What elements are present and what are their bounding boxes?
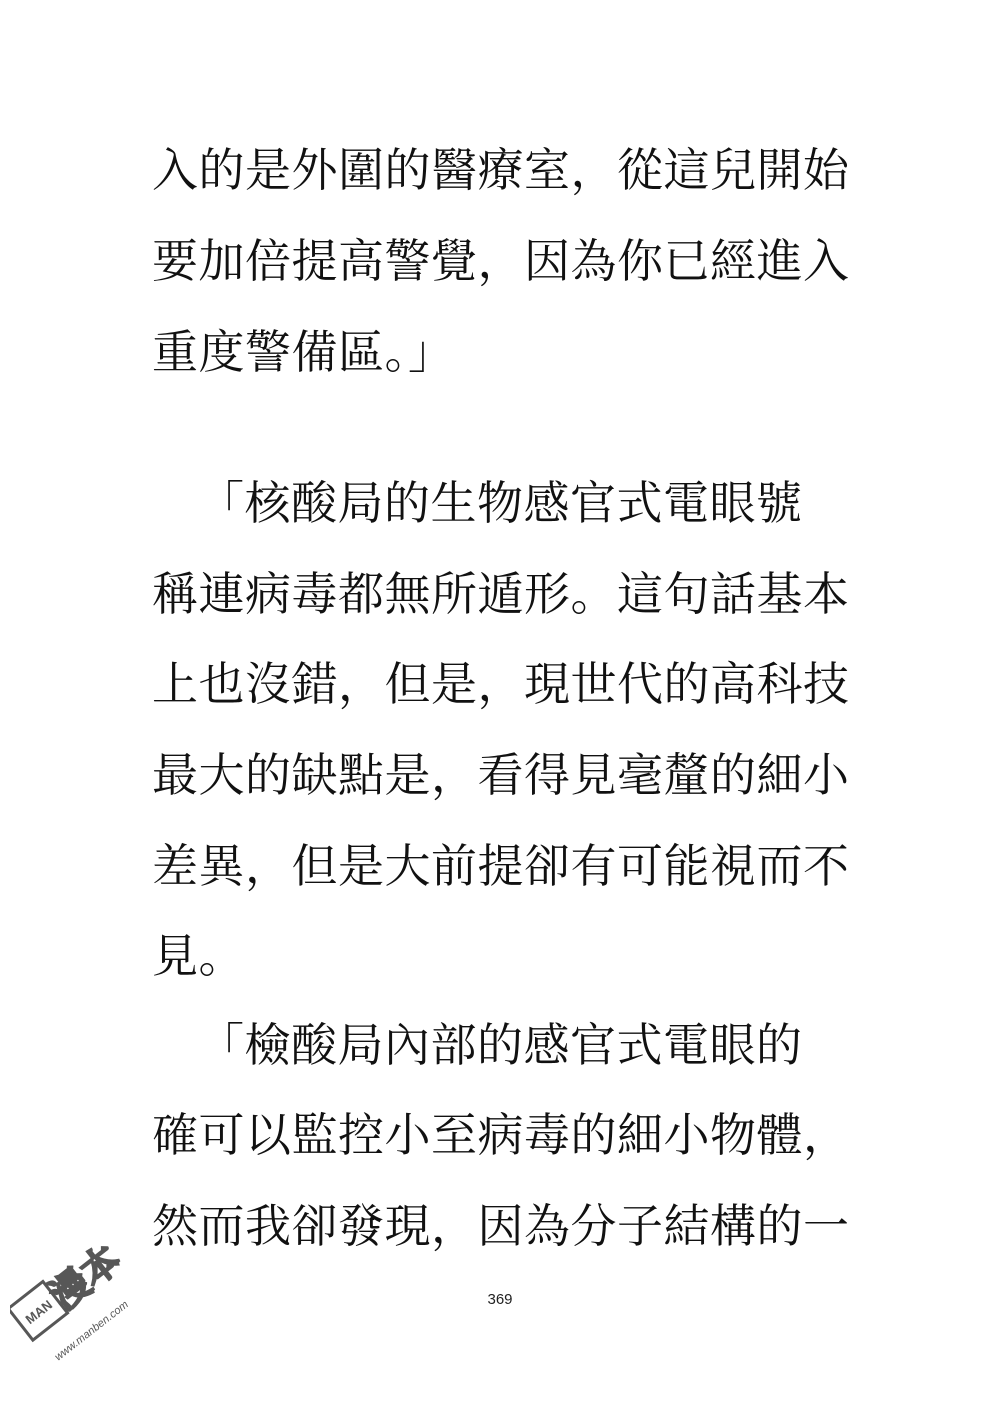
- page-number: 369: [487, 1291, 513, 1308]
- text-line: 上也沒錯，但是，現世代的高科技: [152, 657, 850, 711]
- text-line: 重度警備區。」: [152, 325, 455, 379]
- text-line: 見。: [152, 929, 245, 983]
- watermark-url: www.manben.com: [52, 1298, 131, 1364]
- watermark-main-text: 漫本: [41, 1236, 129, 1319]
- text-line: 確可以監控小至病毒的細小物體，: [152, 1108, 850, 1162]
- text-line: 要加倍提高警覺，因為你已經進入: [152, 234, 850, 288]
- text-line: 稱連病毒都無所遁形。這句話基本: [152, 567, 850, 621]
- text-line: 然而我卻發現，因為分子結構的一: [152, 1199, 850, 1253]
- site-watermark-logo: [10, 1236, 150, 1396]
- text-line: 「檢酸局內部的感官式電眼的: [198, 1018, 803, 1072]
- text-line: 差異，但是大前提卻有可能視而不: [152, 839, 850, 893]
- watermark-box-label: MAN: [22, 1296, 56, 1328]
- text-line: 最大的缺點是，看得見毫釐的細小: [152, 748, 850, 802]
- text-line: 「核酸局的生物感官式電眼號: [198, 476, 803, 530]
- text-line: 入的是外圍的醫療室，從這兒開始: [152, 143, 850, 197]
